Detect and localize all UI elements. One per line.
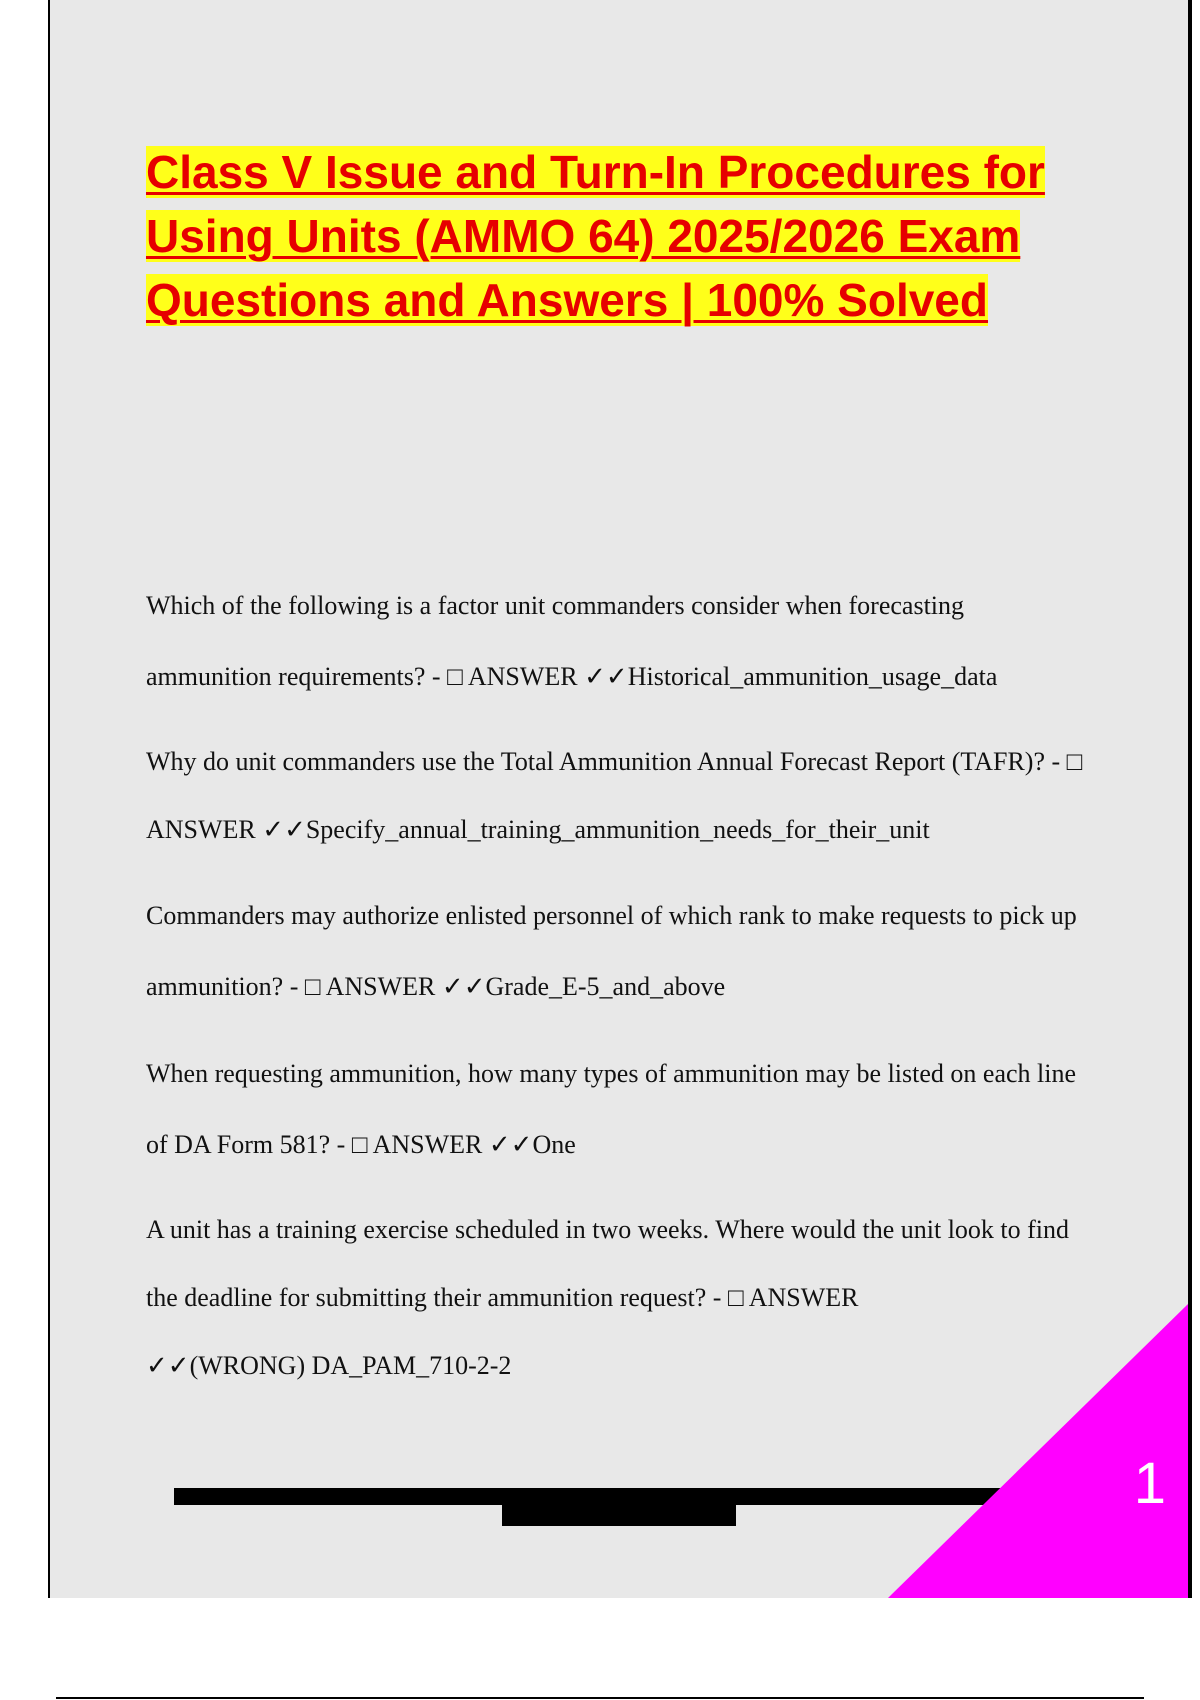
qa-item [146,570,1086,712]
qa-item [146,1038,1086,1180]
page-number: 1 [1133,1451,1166,1516]
question-text: Which of the following is a factor unit commanders consider when forecasting ammunition requirements? - □ ANSWER [146,591,965,691]
document-title-text: Class V Issue and Turn-In Procedures for Using Units (AMMO 64) 2025/2026 Exam Questions and Answers | 100% Solved [146,146,1045,326]
answer-text: ✓✓One [488,1130,576,1159]
answer-text: ✓✓Historical_ammunition_usage_data [584,662,998,691]
answer-text: ✓✓Specify_annual_training_ammunition_needs_for_their_unit [262,815,930,844]
decorative-bar-center [502,1500,736,1526]
question-text: When requesting ammunition, how many types of ammunition may be listed on each line of DA Form 581? - □ ANSWER [146,1059,1077,1159]
question-text: A unit has a training exercise scheduled in two weeks. Where would the unit look to find the deadline for submitting their ammunition request? - □ ANSWER [146,1215,1070,1312]
question-text: Commanders may authorize enlisted personnel of which rank to make requests to pick up ammunition? - □ ANSWER [146,901,1077,1001]
footer-divider [56,1697,1144,1699]
document-page [48,0,1192,1598]
qa-item [146,728,1086,864]
qa-list [146,570,1086,1416]
question-text: Why do unit commanders use the Total Ammunition Annual Forecast Report (TAFR)? - □ ANSWER [146,747,1083,844]
answer-text: ✓✓(WRONG) DA_PAM_710-2-2 [146,1351,512,1380]
document-title [146,140,1046,332]
qa-item [146,880,1086,1022]
answer-text: ✓✓Grade_E-5_and_above [441,972,726,1001]
